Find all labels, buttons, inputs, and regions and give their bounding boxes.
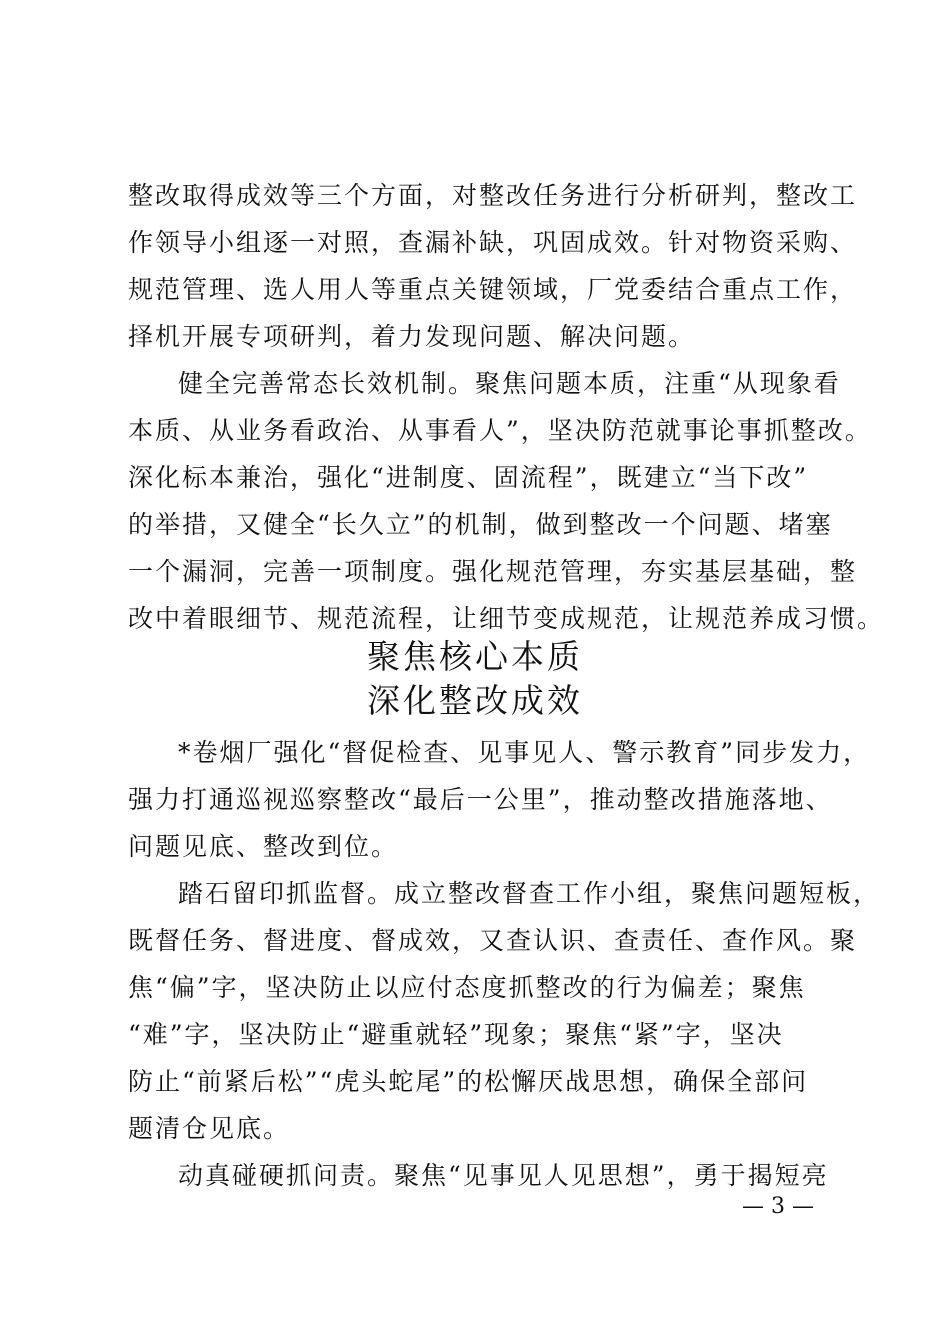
text-line: 规范管理、选人用人等重点关键领域，厂党委结合重点工作， (128, 275, 858, 304)
text-line: 的举措，又健全“长久立”的机制，做到整改一个问题、堵塞 (128, 510, 833, 539)
text-line: 本质、从业务看政治、从事看人”，坚决防范就事论事抓整改。 (128, 416, 872, 445)
text-line: 健全完善常态长效机制。聚焦问题本质，注重“从现象看 (178, 369, 841, 398)
section-heading: 深化整改成效 (367, 681, 583, 720)
page-number: — 3 — (742, 1194, 814, 1219)
text-line: 深化标本兼治，强化“进制度、固流程”，既建立“当下改” (128, 463, 809, 492)
text-line: 择机开展专项研判，着力发现问题、解决问题。 (128, 322, 696, 351)
text-line: 改中着眼细节、规范流程，让细节变成规范，让规范养成习惯。 (128, 604, 885, 633)
text-line: 作领导小组逐一对照，查漏补缺，巩固成效。针对物资采购、 (128, 228, 858, 257)
text-line: 防止“前紧后松”“虎头蛇尾”的松懈厌战思想，确保全部问 (128, 1067, 809, 1096)
text-line: 整改取得成效等三个方面，对整改任务进行分析研判，整改工 (128, 181, 858, 210)
text-line: 踏石留印抓监督。成立整改督查工作小组，聚焦问题短板， (178, 879, 881, 908)
text-line: 一个漏洞，完善一项制度。强化规范管理，夯实基层基础，整 (128, 557, 858, 586)
text-line: *卷烟厂强化“督促检查、见事见人、警示教育”同步发力， (178, 738, 871, 767)
text-line: 动真碰硬抓问责。聚焦“见事见人见思想”，勇于揭短亮 (178, 1161, 829, 1190)
text-line: 题清仓见底。 (128, 1114, 291, 1143)
text-line: 强力打通巡视巡察整改“最后一公里”，推动整改措施落地、 (128, 785, 833, 814)
text-line: 问题见底、整改到位。 (128, 832, 399, 861)
section-heading: 聚焦核心本质 (367, 637, 583, 676)
text-line: 既督任务、督进度、督成效，又查认识、查责任、查作风。聚 (128, 926, 858, 955)
text-line: 焦“偏”字，坚决防止以应付态度抓整改的行为偏差；聚焦 (128, 973, 806, 1002)
text-line: “难”字，坚决防止“避重就轻”现象；聚焦“紧”字，坚决 (128, 1020, 784, 1049)
